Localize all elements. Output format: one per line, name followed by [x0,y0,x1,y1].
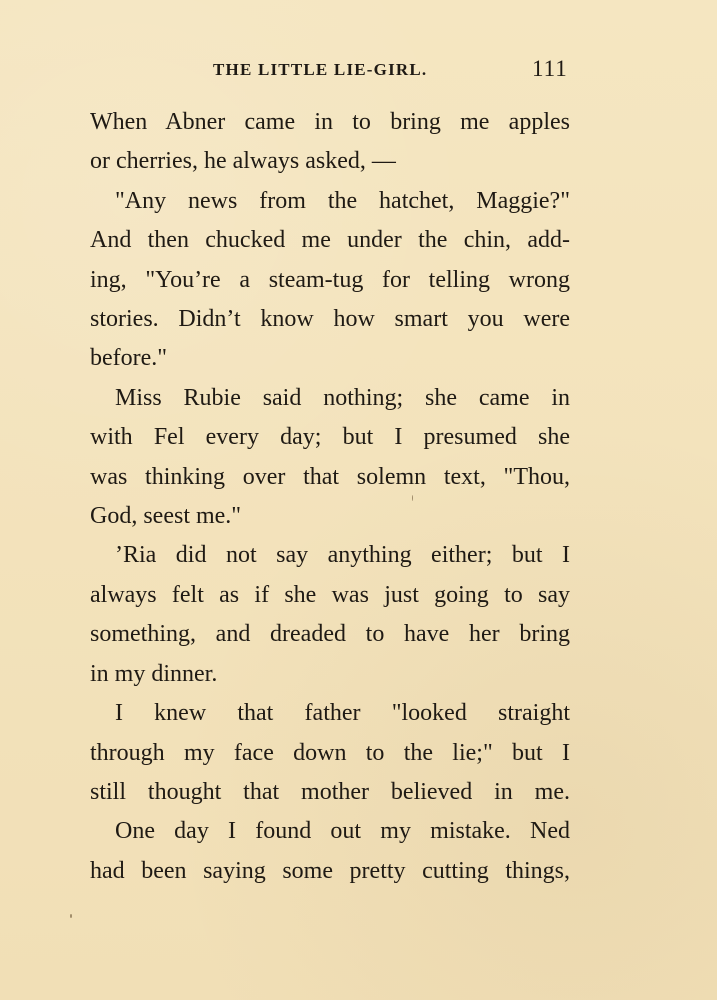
text-line: And then chucked me under the chin, add- [90,227,570,254]
text-line: I knew that father "looked straight [115,700,570,727]
text-line: ’Ria did not say anything either; but I [115,542,570,569]
text-line: ing, "You’re a steam-tug for telling wrong [90,266,570,293]
text-line: had been saying some pretty cutting things, [90,857,570,884]
page-number: 111 [532,56,568,81]
running-head-title: THE LITTLE LIE-GIRL. [213,60,428,79]
text-line: in my dinner. [90,660,218,687]
text-line: One day I found out my mistake. Ned [115,818,570,845]
text-line: Miss Rubie said nothing; she came in [115,384,570,411]
text-line: God, seest me." [90,503,242,530]
text-line: with Fel every day; but I presumed she [90,424,570,451]
text-line: still thought that mother believed in me. [90,778,570,805]
text-line: "Any news from the hatchet, Maggie?" [115,187,570,214]
text-line: through my face down to the lie;" but I [90,739,570,766]
paper-speck [412,495,413,501]
page-body-text [90,103,570,891]
text-line: stories. Didn’t know how smart you were [90,306,570,333]
paper-speck [70,914,72,918]
text-line: was thinking over that solemn text, "Thou, [90,463,570,490]
text-line: or cherries, he always asked, — [90,148,396,175]
text-line: always felt as if she was just going to say [90,581,570,608]
text-line: When Abner came in to bring me apples [90,109,570,135]
text-line: before." [90,345,168,372]
text-line: something, and dreaded to have her bring [90,621,570,648]
